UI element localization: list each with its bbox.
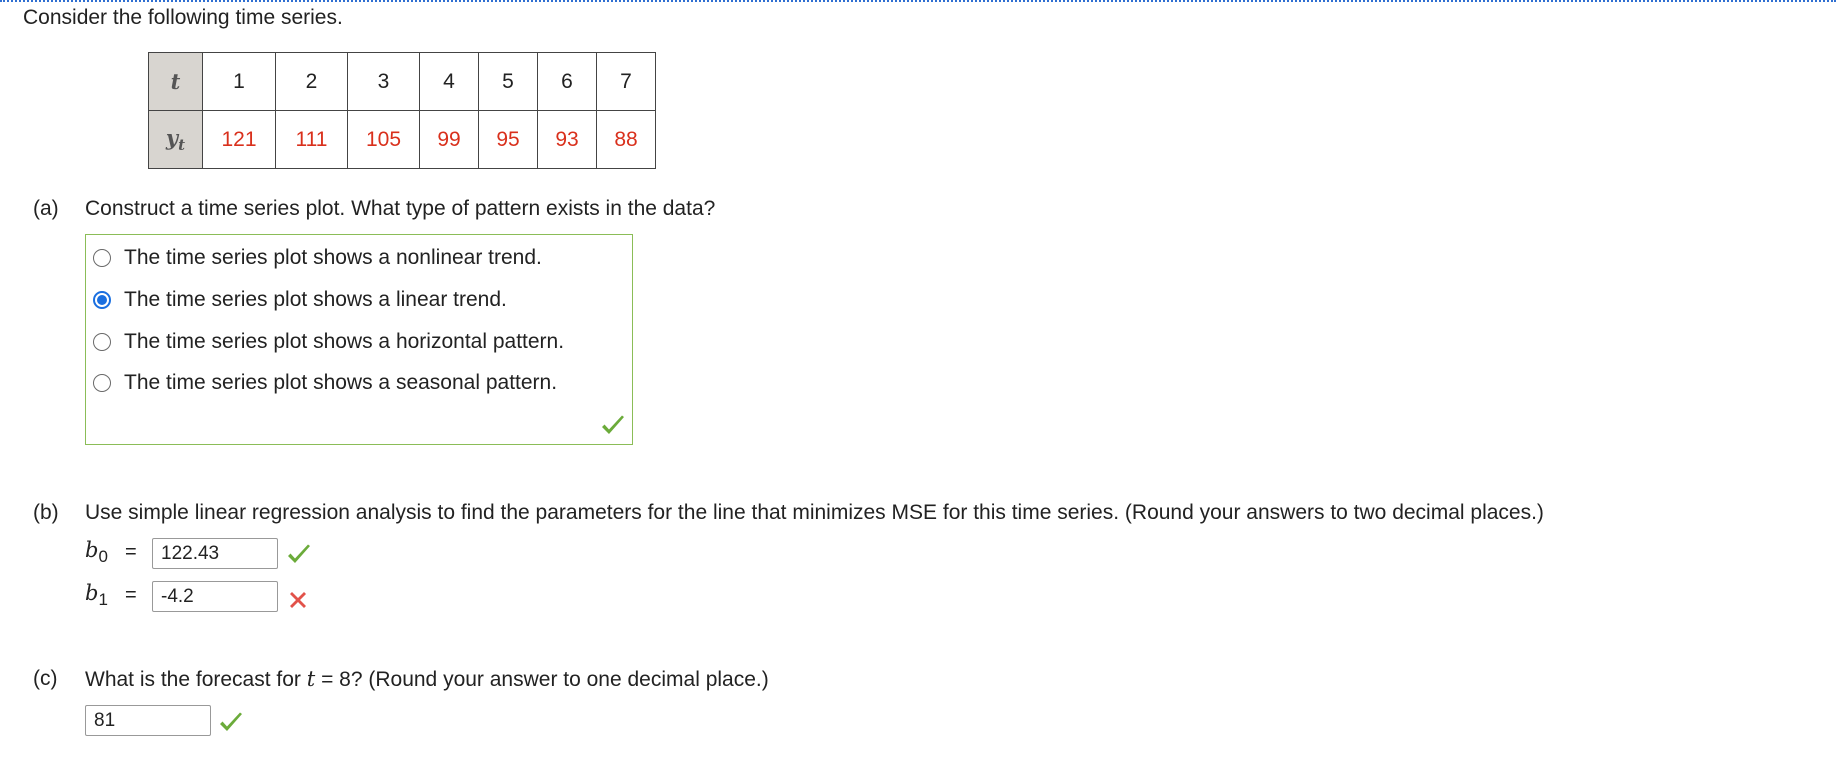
t-cell: 7 xyxy=(597,53,656,111)
t-cell: 2 xyxy=(276,53,348,111)
option-label: The time series plot shows a linear trend. xyxy=(124,288,507,311)
b0-var: b xyxy=(85,538,99,562)
forecast-input[interactable] xyxy=(85,705,211,736)
part-a-question: Construct a time series plot. What type of pattern exists in the data? xyxy=(85,197,716,220)
top-dotted-rule xyxy=(0,0,1836,2)
part-a-answer-box xyxy=(85,234,633,445)
option-seasonal-pattern[interactable] xyxy=(93,369,557,397)
part-a-label: (a) xyxy=(33,197,59,220)
y-cell: 88 xyxy=(597,111,656,169)
part-b-label: (b) xyxy=(33,501,59,524)
y-cell: 99 xyxy=(420,111,479,169)
part-c-question-var: t xyxy=(306,667,316,691)
option-linear-trend[interactable] xyxy=(93,286,507,314)
y-header xyxy=(149,111,203,169)
time-series-table xyxy=(148,52,656,169)
b0-equals: = xyxy=(125,541,137,563)
y-cell: 121 xyxy=(203,111,276,169)
check-icon xyxy=(218,711,244,735)
y-cell: 111 xyxy=(276,111,348,169)
t-header: t xyxy=(149,53,203,111)
cross-icon xyxy=(287,589,309,611)
b0-input[interactable] xyxy=(152,538,278,569)
table-row-y xyxy=(149,111,656,169)
t-cell: 3 xyxy=(348,53,420,111)
radio-button[interactable] xyxy=(93,374,111,392)
option-nonlinear-trend[interactable] xyxy=(93,244,542,272)
table-row-t xyxy=(149,53,656,111)
t-cell: 6 xyxy=(538,53,597,111)
b1-label xyxy=(85,581,108,610)
radio-button-selected[interactable] xyxy=(93,291,111,309)
b1-input[interactable] xyxy=(152,581,278,612)
check-icon xyxy=(600,414,626,438)
radio-button[interactable] xyxy=(93,249,111,267)
b1-var: b xyxy=(85,581,99,605)
part-c-question-suffix: = 8? (Round your answer to one decimal place.) xyxy=(321,668,769,691)
option-label: The time series plot shows a nonlinear trend. xyxy=(124,246,542,269)
intro-text: Consider the following time series. xyxy=(23,6,343,29)
option-label: The time series plot shows a horizontal pattern. xyxy=(124,330,565,353)
y-cell: 93 xyxy=(538,111,597,169)
b0-sub: 0 xyxy=(98,547,108,567)
b0-label xyxy=(85,538,108,567)
y-header-sub: t xyxy=(178,136,186,155)
part-b-question: Use simple linear regression analysis to find the parameters for the line that minimizes MSE for this time series. (Round your answers to two decimal places.) xyxy=(85,501,1544,524)
radio-button[interactable] xyxy=(93,333,111,351)
part-c-label: (c) xyxy=(33,667,58,690)
part-c-question-prefix: What is the forecast for xyxy=(85,668,301,691)
t-cell: 5 xyxy=(479,53,538,111)
check-icon xyxy=(286,543,312,567)
part-c-question xyxy=(85,667,769,692)
t-cell: 4 xyxy=(420,53,479,111)
option-label: The time series plot shows a seasonal pattern. xyxy=(124,371,558,394)
option-horizontal-pattern[interactable] xyxy=(93,328,564,356)
b1-equals: = xyxy=(125,584,137,606)
y-cell: 95 xyxy=(479,111,538,169)
y-cell: 105 xyxy=(348,111,420,169)
t-cell: 1 xyxy=(203,53,276,111)
b1-sub: 1 xyxy=(98,590,108,610)
y-header-base: y xyxy=(165,124,179,150)
